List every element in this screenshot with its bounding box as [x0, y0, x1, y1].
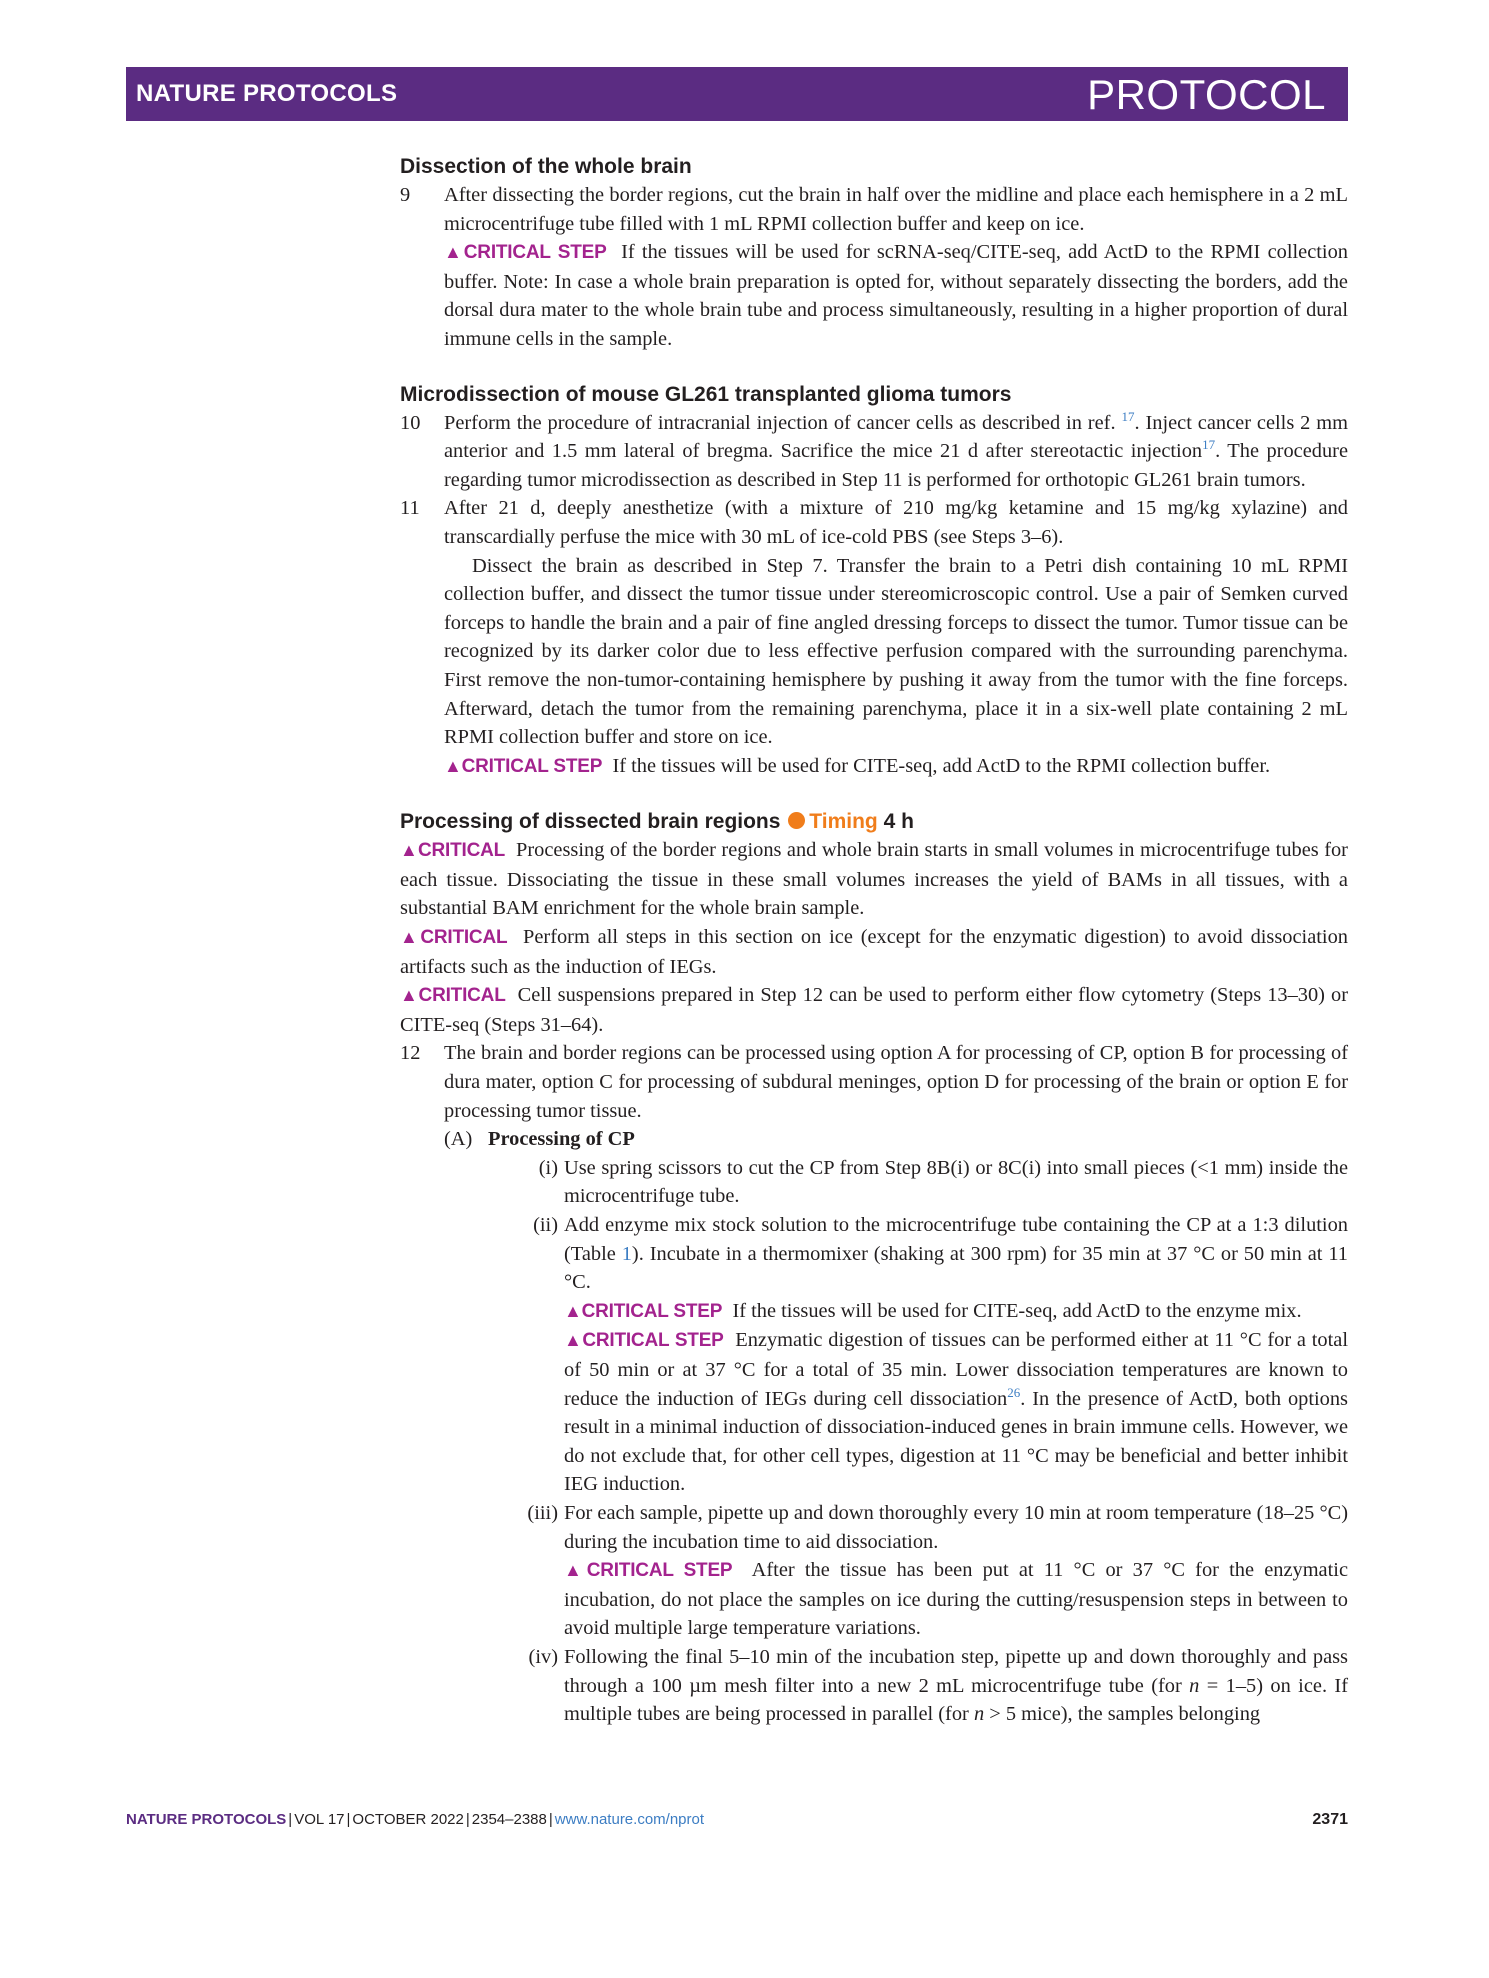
critical-step-note: [444, 752, 1348, 782]
section-heading-whole-brain: Dissection of the whole brain: [400, 155, 692, 178]
section-heading-microdissection: Microdissection of mouse GL261 transplanted glioma tumors: [400, 382, 1012, 406]
warning-triangle-icon: ▲: [564, 1330, 583, 1351]
warning-triangle-icon: ▲: [444, 242, 464, 263]
substep-text: Following the final 5–10 min of the incubation step, pipette up and down thoroughly and pass through a 100 µm mesh filter into a new 2 mL microcentrifuge tube (for n = 1–5) on ice. If multiple tubes are being processed in parallel (for n > 5 mice), the samples belonging: [564, 1645, 1349, 1726]
reference-link[interactable]: 17: [1121, 408, 1135, 424]
page-number: 2371: [1312, 1811, 1348, 1828]
timing-clock-icon: [788, 812, 805, 829]
step-text: After 21 d, deeply anesthetize (with a mixture of 210 mg/kg ketamine and 15 mg/kg xylazine) and transcardially perfuse the mice with 30 mL of ice-cold PBS (see Steps 3–6).: [444, 497, 1348, 548]
step-number: 11: [400, 497, 420, 520]
substep-iii: [444, 1499, 1348, 1643]
timing-value: 4 h: [883, 810, 914, 834]
footer-journal: NATURE PROTOCOLS: [126, 1811, 287, 1828]
substep-number: (ii): [533, 1214, 558, 1236]
warning-triangle-icon: ▲: [400, 840, 418, 861]
option-a: [444, 1125, 1348, 1154]
critical-note-3: ▲CRITICAL Cell suspensions prepared in Step 12 can be used to perform either flow cytometry (Steps 13–30) or CITE-seq (Steps 31–64).: [400, 984, 1348, 1036]
critical-step-label: ▲CRITICAL STEP: [444, 242, 607, 264]
substep-number: (iii): [527, 1501, 558, 1524]
warning-triangle-icon: ▲: [400, 927, 421, 948]
substep-iv: [444, 1643, 1348, 1729]
option-title: Processing of CP: [488, 1128, 635, 1151]
critical-label: ▲CRITICAL: [400, 840, 506, 862]
warning-triangle-icon: ▲: [564, 1560, 587, 1581]
step-9: [400, 181, 1348, 354]
substep-ii: [444, 1211, 1348, 1499]
critical-step-text: If the tissues will be used for scRNA-seq/CITE-seq, add ActD to the RPMI collection buffer. Note: In case a whole brain preparation is opted for, without separately dissecting the borders, add the dorsal dura mater to the whole brain tube and process simultaneously, resulting in a higher proportion of dural immune cells in the sample.: [444, 241, 1348, 350]
reference-link[interactable]: 17: [1202, 437, 1216, 453]
critical-step-text: If the tissues will be used for CITE-seq, add ActD to the RPMI collection buffer.: [612, 754, 1271, 777]
critical-step-label: ▲CRITICAL STEP: [564, 1300, 723, 1322]
step-number: 10: [400, 411, 421, 434]
step-paragraph: Dissect the brain as described in Step 7. Transfer the brain to a Petri dish containing 10 mL RPMI collection buffer, and dissect the tumor tissue under stereomicroscopic control. Use a pair of Semken curved forceps to handle the brain and a pair of fine angled dressing forceps to dissect the tumor. Tumor tissue can be recognized by its darker color due to less effective perfusion compared with the surrounding parenchyma. First remove the non-tumor-containing hemisphere by pushing it away from the tumor with the fine forceps. Afterward, detach the tumor from the remaining parenchyma, place it in a six-well plate containing 2 mL RPMI collection buffer and store on ice.: [444, 554, 1348, 749]
footer-url-link[interactable]: www.nature.com/nprot: [554, 1811, 705, 1828]
step-text: Perform the procedure of intracranial injection of cancer cells as described in ref. $^{17}$. Inject cancer cells 2 mm anterior and 1.5 mm lateral of bregma. Sacrifice the mice 21 d after stereotactic injection$^{17}$. The procedure regarding tumor microdissection as described in Step 11 is performed for orthotopic GL261 brain tumors.: [444, 408, 1349, 491]
substep-text: Use spring scissors to cut the CP from Step 8B(i) or 8C(i) into small pieces (<1 mm) inside the microcentrifuge tube.: [564, 1156, 1348, 1208]
critical-step-note: ▲CRITICAL STEP Enzymatic digestion of tissues can be performed either at 11 °C for a total of 50 min or at 37 °C for a total of 35 min. Lower dissociation temperatures are known to reduce the induction of IEGs during cell dissociation$^{26}$. In the presence of ActD, both options result in a minimal induction of dissociation-induced genes in brain immune cells. However, we do not exclude that, for other cell types, digestion at 11 °C may be beneficial and better inhibit IEG induction.: [564, 1329, 1349, 1496]
step-11: [400, 494, 1348, 781]
article-type: PROTOCOL: [1087, 71, 1326, 118]
critical-step-label: ▲CRITICAL STEP: [444, 755, 603, 777]
critical-label: ▲CRITICAL: [400, 985, 506, 1007]
warning-triangle-icon: ▲: [400, 985, 419, 1006]
journal-name: NATURE PROTOCOLS: [136, 80, 398, 107]
substep-number: (i): [538, 1156, 558, 1179]
critical-note-2: ▲CRITICAL Perform all steps in this section on ice (except for the enzymatic digestion) to avoid dissociation artifacts such as the induction of IEGs.: [400, 926, 1348, 978]
critical-step-note: ▲CRITICAL STEP After the tissue has been put at 11 °C or 37 °C for the enzymatic incubation, do not place the samples on ice during the cutting/resuspension steps in between to avoid multiple large temperature variations.: [564, 1559, 1348, 1640]
critical-label: ▲CRITICAL: [400, 927, 508, 949]
page-footer: NATURE PROTOCOLS | VOL 17 | OCTOBER 2022 | 2354–2388 | www.nature.com/nprot 2371: [126, 1811, 1348, 1828]
footer-pages: 2354–2388: [471, 1811, 547, 1828]
footer-volume: VOL 17: [294, 1811, 345, 1828]
table-link[interactable]: 1: [621, 1242, 632, 1265]
option-label: (A): [444, 1128, 473, 1151]
step-12: [400, 1039, 1348, 1728]
warning-triangle-icon: ▲: [564, 1300, 582, 1321]
substep-i: [444, 1154, 1348, 1211]
substep-text: Add enzyme mix stock solution to the microcentrifuge tube containing the CP at a 1:3 dilution (Table 1). Incubate in a thermomixer (shaking at 300 rpm) for 35 min at 37 °C or 50 min at 11 °C.: [564, 1214, 1348, 1294]
page-body: [400, 152, 1348, 1729]
timing-label: Timing: [809, 810, 878, 834]
header-banner: [126, 67, 1348, 121]
critical-step-note: ▲CRITICAL STEP If the tissues will be used for CITE-seq, add ActD to the enzyme mix.: [564, 1299, 1302, 1322]
substep-number: (iv): [528, 1645, 558, 1668]
step-text: The brain and border regions can be processed using option A for processing of CP, option B for processing of dura mater, option C for processing of subdural meninges, option D for processing of the brain or option E for processing tumor tissue.: [444, 1042, 1348, 1122]
critical-note-1: ▲CRITICAL Processing of the border regions and whole brain starts in small volumes in microcentrifuge tubes for each tissue. Dissociating the tissue in these small volumes increases the yield of BAMs in all tissues, with a substantial BAM enrichment for the whole brain sample.: [400, 839, 1348, 920]
critical-step-label: ▲CRITICAL STEP: [564, 1330, 724, 1352]
reference-link[interactable]: 26: [1007, 1384, 1021, 1400]
critical-step-label: ▲CRITICAL STEP: [564, 1560, 733, 1582]
footer-date: OCTOBER 2022: [352, 1811, 464, 1828]
substep-text: For each sample, pipette up and down thoroughly every 10 min at room temperature (18–25 °C) during the incubation time to aid dissociation.: [564, 1501, 1348, 1553]
step-number: 12: [400, 1042, 421, 1065]
step-text: After dissecting the border regions, cut the brain in half over the midline and place each hemisphere in a 2 mL microcentrifuge tube filled with 1 mL RPMI collection buffer and keep on ice.: [444, 184, 1348, 235]
step-10: [400, 409, 1348, 495]
section-heading-processing: Processing of dissected brain regions Timing 4 h: [400, 810, 914, 834]
warning-triangle-icon: ▲: [444, 755, 462, 776]
critical-step-note: [444, 238, 1348, 353]
step-number: 9: [400, 184, 411, 206]
